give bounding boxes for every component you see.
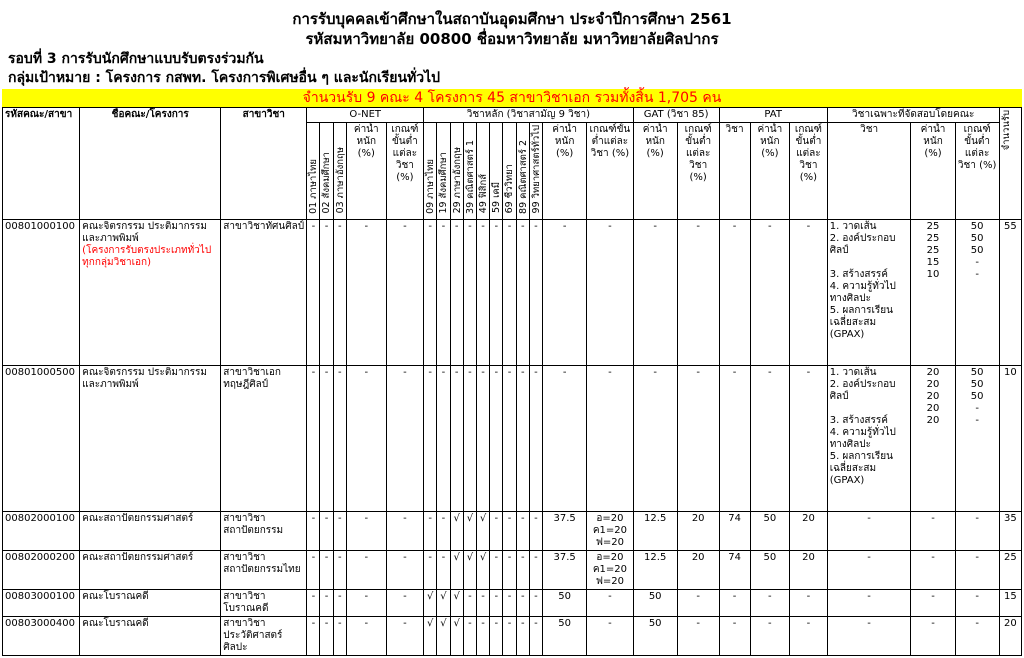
core-min-item: - (608, 618, 612, 630)
core-mark: - (490, 512, 503, 551)
core-mark: - (529, 366, 542, 512)
special-subjects (827, 220, 911, 366)
onet-weight: - (346, 366, 386, 512)
onet-min: - (386, 551, 424, 590)
special-subject-item: 3. สร้างสรรค์ (829, 415, 888, 427)
special-min-item: - (975, 415, 979, 427)
header-onet: O-NET (307, 108, 424, 123)
row-major: สาขาวิชาประวัติศาสตร์ศิลปะ (221, 617, 307, 656)
special-subject-item (830, 403, 909, 415)
core-min-item: ฟ=20 (595, 537, 624, 549)
core-mark: - (529, 551, 542, 590)
special-subject-item: 5. ผลการเรียนเฉลี่ยสะสม (GPAX) (829, 305, 893, 341)
core-mark: - (477, 366, 490, 512)
core-mark: - (490, 551, 503, 590)
doc-title: การรับบุคคลเข้าศึกษาในสถาบันอุดมศึกษา ประจำปีการศึกษา 2561 (292, 10, 732, 28)
onet-weight: - (346, 551, 386, 590)
university-line: รหัสมหาวิทยาลัย 00800 ชื่อมหาวิทยาลัย มหาวิทยาลัยศิลปากร (305, 30, 719, 48)
core-min (587, 551, 633, 590)
onet-min: - (386, 590, 424, 617)
core-min-item: - (608, 591, 612, 603)
special-subject-item: - (867, 618, 871, 630)
onet-mark: - (307, 512, 320, 551)
gat-weight: 12.5 (633, 512, 677, 551)
header-core-subject-7: 89 คณิตศาสตร์ 2 (516, 123, 529, 220)
pat-subject: - (719, 366, 750, 512)
core-mark: - (450, 220, 463, 366)
pat-subject: - (719, 220, 750, 366)
onet-mark: - (320, 617, 333, 656)
special-weights (911, 617, 955, 656)
core-mark: - (503, 551, 516, 590)
row-quota: 35 (999, 512, 1021, 551)
header-pat-weight: ค่าน้ำหนัก (%) (750, 123, 790, 220)
header-core: วิชาหลัก (วิชาสามัญ 9 วิชา) (424, 108, 634, 123)
special-weight-item: 20 (926, 391, 940, 403)
summary-banner: จำนวนรับ 9 คณะ 4 โครงการ 45 สาขาวิชาเอก รวมทั้งสิ้น 1,705 คน (2, 89, 1022, 107)
faculty-name: คณะจิตรกรรม ประติมากรรมและภาพพิมพ์ (82, 367, 207, 391)
header-core-subject-2: 29 ภาษาอังกฤษ (450, 123, 463, 220)
table-row (3, 551, 1022, 590)
onet-mark: - (307, 590, 320, 617)
row-code: 00802000200 (3, 551, 80, 590)
special-mins (955, 220, 999, 366)
special-min-item: - (975, 257, 979, 269)
header-onet-subject-0: 01 ภาษาไทย (307, 123, 320, 220)
core-mark: - (490, 617, 503, 656)
special-weight-item: 20 (926, 415, 940, 427)
header-major: สาขาวิชา (221, 108, 307, 220)
special-mins (955, 551, 999, 590)
gat-min: - (677, 366, 719, 512)
core-mark: - (424, 220, 437, 366)
core-mark: √ (437, 617, 450, 656)
core-weight: 50 (543, 617, 587, 656)
gat-weight: - (633, 220, 677, 366)
special-weight-item: - (931, 513, 935, 525)
special-weight-item: - (931, 618, 935, 630)
header-onet-subject-2: 03 ภาษาอังกฤษ (333, 123, 346, 220)
onet-weight: - (346, 220, 386, 366)
onet-mark: - (307, 551, 320, 590)
special-subject-item: 1. วาดเส้น (829, 221, 877, 233)
core-min (587, 366, 633, 512)
special-min-item: 50 (970, 233, 984, 245)
core-mark: - (529, 590, 542, 617)
header-gat: GAT (วิชา 85) (633, 108, 719, 123)
gat-min: 20 (677, 512, 719, 551)
core-mark: √ (477, 512, 490, 551)
core-mark: - (516, 220, 529, 366)
onet-mark: - (333, 617, 346, 656)
header-core-subject-0: 09 ภาษาไทย (424, 123, 437, 220)
onet-mark: - (320, 512, 333, 551)
special-weight-item: 10 (926, 269, 940, 281)
pat-min: - (790, 590, 828, 617)
row-quota: 15 (999, 590, 1021, 617)
admission-table (2, 107, 1022, 656)
special-min-item: - (975, 269, 979, 281)
core-min-item: ค1=20 (592, 525, 627, 537)
core-mark: - (490, 366, 503, 512)
header-row-1 (3, 108, 1022, 123)
core-mark: √ (463, 512, 476, 551)
core-mark: - (437, 512, 450, 551)
header-special: วิชาเฉพาะที่จัดสอบโดยคณะ (827, 108, 999, 123)
row-faculty (80, 551, 221, 590)
core-mark: - (424, 366, 437, 512)
onet-mark: - (320, 590, 333, 617)
faculty-name: คณะโบราณคดี (82, 618, 149, 630)
special-subject-item: 4. ความรู้ทั่วไปทางศิลปะ (829, 281, 896, 305)
special-weight-item (913, 427, 952, 439)
core-mark: - (437, 551, 450, 590)
core-mark: - (529, 220, 542, 366)
row-major: สาขาวิชาโบราณคดี (221, 590, 307, 617)
gat-weight: - (633, 366, 677, 512)
core-min-item: - (608, 367, 612, 379)
header-onet-min: เกณฑ์ขั้นต่ำแต่ละวิชา (%) (386, 123, 424, 220)
special-min-item (958, 427, 997, 439)
faculty-name: คณะสถาปัตยกรรมศาสตร์ (82, 552, 194, 564)
faculty-name: คณะโบราณคดี (82, 591, 149, 603)
row-code: 00801000500 (3, 366, 80, 512)
onet-mark: - (307, 220, 320, 366)
core-mark: √ (450, 617, 463, 656)
special-subject-item: - (867, 552, 871, 564)
header-core-subject-1: 19 สังคมศึกษา (437, 123, 450, 220)
special-min-item: 50 (970, 391, 984, 403)
pat-weight: - (750, 617, 790, 656)
header-core-subject-3: 39 คณิตศาสตร์ 1 (463, 123, 476, 220)
core-min-item: ฟ=20 (595, 576, 624, 588)
row-major: สาขาวิชาเอกทฤษฎีศิลป์ (221, 366, 307, 512)
special-min-item: 50 (970, 221, 984, 233)
header-code: รหัสคณะ/สาขา (3, 108, 80, 220)
special-min-item: - (975, 403, 979, 415)
header-core-subject-4: 49 ฟิสิกส์ (477, 123, 490, 220)
core-mark: - (503, 617, 516, 656)
row-code: 00803000400 (3, 617, 80, 656)
core-mark: √ (450, 551, 463, 590)
gat-weight: 50 (633, 617, 677, 656)
core-mark: - (463, 220, 476, 366)
header-quota: จำนวนรับ (999, 108, 1021, 220)
special-subject-item: - (867, 513, 871, 525)
special-min-item: - (975, 591, 979, 603)
core-min (587, 512, 633, 551)
core-mark: √ (477, 551, 490, 590)
special-subject-item: 1. วาดเส้น (829, 367, 877, 379)
core-weight: 37.5 (543, 512, 587, 551)
row-major: สาขาวิชาทัศนศิลป์ (221, 220, 307, 366)
onet-mark: - (320, 551, 333, 590)
core-mark: - (503, 366, 516, 512)
core-mark: - (503, 512, 516, 551)
special-weight-item: 20 (926, 367, 940, 379)
special-subject-item: 3. สร้างสรรค์ (829, 269, 888, 281)
core-mark: - (503, 590, 516, 617)
core-mark: - (477, 617, 490, 656)
core-weight: - (543, 366, 587, 512)
onet-mark: - (333, 590, 346, 617)
special-weights (911, 590, 955, 617)
special-weight-item (913, 281, 952, 293)
core-min (587, 220, 633, 366)
core-mark: - (437, 366, 450, 512)
row-major: สาขาวิชาสถาปัตยกรรมไทย (221, 551, 307, 590)
core-mark: - (477, 220, 490, 366)
target-group-heading: กลุ่มเป้าหมาย : โครงการ กสพท. โครงการพิเศษอื่น ๆ และนักเรียนทั่วไป (8, 70, 441, 86)
core-mark: √ (450, 590, 463, 617)
table-row (3, 590, 1022, 617)
special-subject-item: - (867, 591, 871, 603)
special-mins (955, 590, 999, 617)
pat-subject: 74 (719, 512, 750, 551)
header-pat-min: เกณฑ์ขั้นต่ำแต่ละวิชา (%) (790, 123, 828, 220)
core-mark: - (529, 617, 542, 656)
core-mark: - (516, 551, 529, 590)
row-faculty (80, 512, 221, 551)
gat-min: - (677, 590, 719, 617)
faculty-note: (โครงการรับตรงประเภททั่วไปทุกกลุ่มวิชาเอก) (82, 245, 212, 269)
header-core-subject-5: 59 เคมี (490, 123, 503, 220)
special-subject-item: 5. ผลการเรียนเฉลี่ยสะสม (GPAX) (829, 451, 893, 487)
gat-weight: 12.5 (633, 551, 677, 590)
onet-min: - (386, 220, 424, 366)
row-faculty (80, 590, 221, 617)
core-min-item: ค1=20 (592, 564, 627, 576)
gat-min: 20 (677, 551, 719, 590)
pat-weight: - (750, 590, 790, 617)
core-mark: - (463, 617, 476, 656)
header-faculty: ชื่อคณะ/โครงการ (80, 108, 221, 220)
onet-weight: - (346, 590, 386, 617)
row-code: 00803000100 (3, 590, 80, 617)
special-mins (955, 366, 999, 512)
header-core-weight: ค่าน้ำหนัก (%) (543, 123, 587, 220)
core-min-item: อ=20 (596, 552, 624, 564)
special-subjects (827, 551, 911, 590)
header-core-min: เกณฑ์ขั้นต่ำแต่ละวิชา (%) (587, 123, 633, 220)
faculty-name: คณะจิตรกรรม ประติมากรรมและภาพพิมพ์ (82, 221, 207, 245)
row-quota: 25 (999, 551, 1021, 590)
core-mark: - (516, 590, 529, 617)
pat-weight: 50 (750, 512, 790, 551)
row-code: 00801000100 (3, 220, 80, 366)
special-min-item: - (975, 618, 979, 630)
pat-min: 20 (790, 512, 828, 551)
pat-min: - (790, 366, 828, 512)
special-weight-item: 25 (926, 245, 940, 257)
row-quota: 10 (999, 366, 1021, 512)
onet-mark: - (333, 551, 346, 590)
special-weight-item: 20 (926, 379, 940, 391)
core-mark: - (516, 512, 529, 551)
special-min-item: 50 (970, 245, 984, 257)
pat-min: - (790, 617, 828, 656)
core-mark: - (490, 220, 503, 366)
special-subjects (827, 590, 911, 617)
onet-min: - (386, 617, 424, 656)
special-weight-item: 20 (926, 403, 940, 415)
core-mark: - (503, 220, 516, 366)
special-weights (911, 512, 955, 551)
core-mark: - (516, 366, 529, 512)
special-subjects (827, 366, 911, 512)
header-gat-weight: ค่าน้ำหนัก (%) (633, 123, 677, 220)
onet-mark: - (320, 366, 333, 512)
core-mark: - (424, 512, 437, 551)
faculty-name: คณะสถาปัตยกรรมศาสตร์ (82, 513, 194, 525)
special-subject-item: 4. ความรู้ทั่วไปทางศิลปะ (829, 427, 896, 451)
header-special-min: เกณฑ์ขั้นต่ำแต่ละวิชา (%) (955, 123, 999, 220)
core-mark: - (424, 551, 437, 590)
pat-subject: - (719, 617, 750, 656)
core-weight: 37.5 (543, 551, 587, 590)
pat-subject: - (719, 590, 750, 617)
core-mark: √ (424, 590, 437, 617)
onet-min: - (386, 366, 424, 512)
row-quota: 55 (999, 220, 1021, 366)
row-code: 00802000100 (3, 512, 80, 551)
pat-weight: 50 (750, 551, 790, 590)
table-row (3, 512, 1022, 551)
table-row (3, 366, 1022, 512)
special-min-item: 50 (970, 367, 984, 379)
table-row (3, 617, 1022, 656)
pat-weight: - (750, 220, 790, 366)
core-mark: √ (437, 590, 450, 617)
onet-weight: - (346, 617, 386, 656)
onet-mark: - (307, 617, 320, 656)
core-mark: - (463, 366, 476, 512)
onet-mark: - (333, 220, 346, 366)
header-pat: PAT (719, 108, 827, 123)
gat-min: - (677, 617, 719, 656)
row-faculty (80, 617, 221, 656)
core-mark: √ (424, 617, 437, 656)
row-major: สาขาวิชาสถาปัตยกรรม (221, 512, 307, 551)
header-core-subject-6: 69 ชีววิทยา (503, 123, 516, 220)
onet-mark: - (333, 366, 346, 512)
core-mark: √ (450, 512, 463, 551)
core-mark: - (437, 220, 450, 366)
core-weight: 50 (543, 590, 587, 617)
special-weight-item: 25 (926, 233, 940, 245)
core-mark: - (490, 590, 503, 617)
header-onet-weight: ค่าน้ำหนัก (%) (346, 123, 386, 220)
row-faculty (80, 366, 221, 512)
core-mark: - (463, 590, 476, 617)
special-weights (911, 366, 955, 512)
pat-min: 20 (790, 551, 828, 590)
special-subjects (827, 617, 911, 656)
onet-mark: - (333, 512, 346, 551)
header-onet-subject-1: 02 สังคมศึกษา (320, 123, 333, 220)
gat-weight: 50 (633, 590, 677, 617)
onet-min: - (386, 512, 424, 551)
pat-min: - (790, 220, 828, 366)
row-faculty (80, 220, 221, 366)
table-row (3, 220, 1022, 366)
special-weight-item: - (931, 591, 935, 603)
core-mark: √ (463, 551, 476, 590)
special-weight-item: - (931, 552, 935, 564)
special-weight-item: 15 (926, 257, 940, 269)
special-mins (955, 617, 999, 656)
core-mark: - (529, 512, 542, 551)
core-min (587, 590, 633, 617)
core-min-item: อ=20 (596, 513, 624, 525)
round-heading: รอบที่ 3 การรับนักศึกษาแบบรับตรงร่วมกัน (8, 51, 264, 67)
gat-min: - (677, 220, 719, 366)
special-weights (911, 551, 955, 590)
header-pat-subject: วิชา (719, 123, 750, 220)
core-min (587, 617, 633, 656)
onet-mark: - (320, 220, 333, 366)
onet-mark: - (307, 366, 320, 512)
core-mark: - (450, 366, 463, 512)
header-core-subject-8: 99 วิทยาศาสตร์ทั่วไป (529, 123, 542, 220)
special-min-item: 50 (970, 379, 984, 391)
special-subject-item: 2. องค์ประกอบศิลป์ (829, 233, 896, 257)
special-min-item (958, 281, 997, 293)
core-mark: - (516, 617, 529, 656)
core-weight: - (543, 220, 587, 366)
header-special-weight: ค่าน้ำหนัก (%) (911, 123, 955, 220)
special-weights (911, 220, 955, 366)
special-weight-item: 25 (926, 221, 940, 233)
onet-weight: - (346, 512, 386, 551)
special-mins (955, 512, 999, 551)
core-mark: - (477, 590, 490, 617)
header-special-subject: วิชา (827, 123, 911, 220)
special-subject-item (830, 257, 909, 269)
pat-weight: - (750, 366, 790, 512)
header-gat-min: เกณฑ์ขั้นต่ำแต่ละวิชา (%) (677, 123, 719, 220)
special-min-item: - (975, 513, 979, 525)
special-subjects (827, 512, 911, 551)
core-min-item: - (608, 221, 612, 233)
row-quota: 20 (999, 617, 1021, 656)
special-subject-item: 2. องค์ประกอบศิลป์ (829, 379, 896, 403)
special-min-item: - (975, 552, 979, 564)
pat-subject: 74 (719, 551, 750, 590)
